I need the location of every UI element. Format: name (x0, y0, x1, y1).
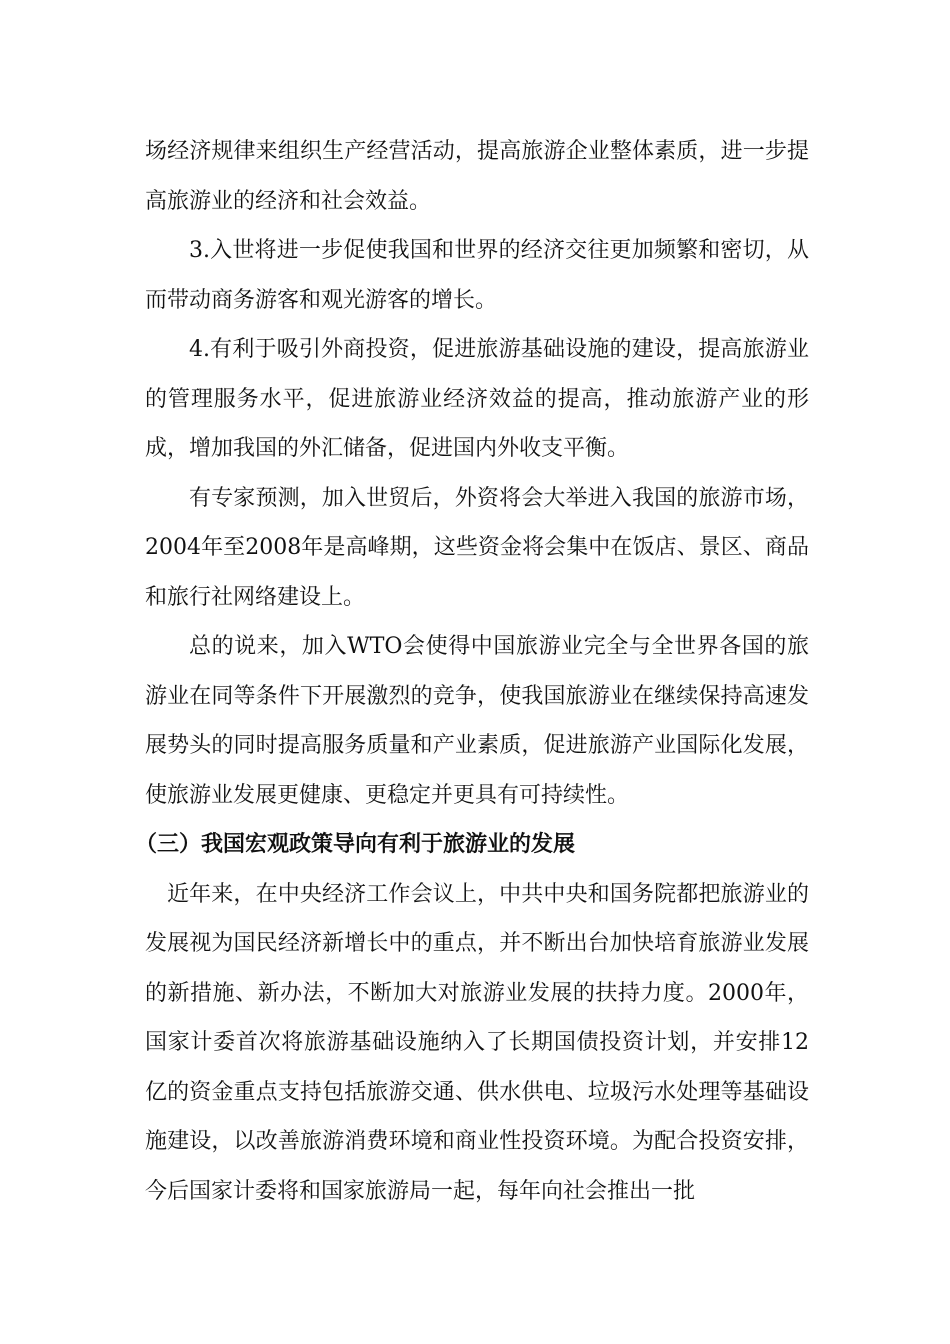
document-body (135, 127, 809, 1216)
paragraph-point-3: 3.入世将进一步促使我国和世界的经济交往更加频繁和密切，从而带动商务游客和观光游客的增长。 (145, 238, 809, 313)
paragraph-continuation: 场经济规律来组织生产经营活动，提高旅游企业整体素质，进一步提高旅游业的经济和社会效益。 (145, 139, 809, 214)
paragraph-macro-policy: 近年来，在中央经济工作会议上，中共中央和国务院都把旅游业的发展视为国民经济新增长中的重点，并不断出台加快培育旅游业发展的新措施、新办法，不断加大对旅游业发展的扶持力度。2000年，国家计委首次将旅游基础设施纳入了长期国债投资计划，并安排12亿的资金重点支持包括旅游交通、供水供电、垃圾污水处理等基础设施建设，以改善旅游消费环境和商业性投资环境。为配合投资安排，今后国家计委将和国家旅游局一起，每年向社会推出一批 (145, 881, 809, 1204)
paragraph-summary: 总的说来，加入WTO会使得中国旅游业完全与全世界各国的旅游业在同等条件下开展激烈的竞争，使我国旅游业在继续保持高速发展势头的同时提高服务质量和产业素质，促进旅游产业国际化发展，使旅游业发展更健康、更稳定并更具有可持续性。 (145, 634, 809, 808)
section-heading: （三）我国宏观政策导向有利于旅游业的发展 (135, 831, 576, 857)
paragraph-point-4: 4.有利于吸引外商投资，促进旅游基础设施的建设，提高旅游业的管理服务水平，促进旅游业经济效益的提高，推动旅游产业的形成，增加我国的外汇储备，促进国内外收支平衡。 (145, 337, 809, 461)
paragraph-expert-forecast: 有专家预测，加入世贸后，外资将会大举进入我国的旅游市场，2004年至2008年是高峰期，这些资金将会集中在饭店、景区、商品和旅行社网络建设上。 (145, 485, 809, 610)
